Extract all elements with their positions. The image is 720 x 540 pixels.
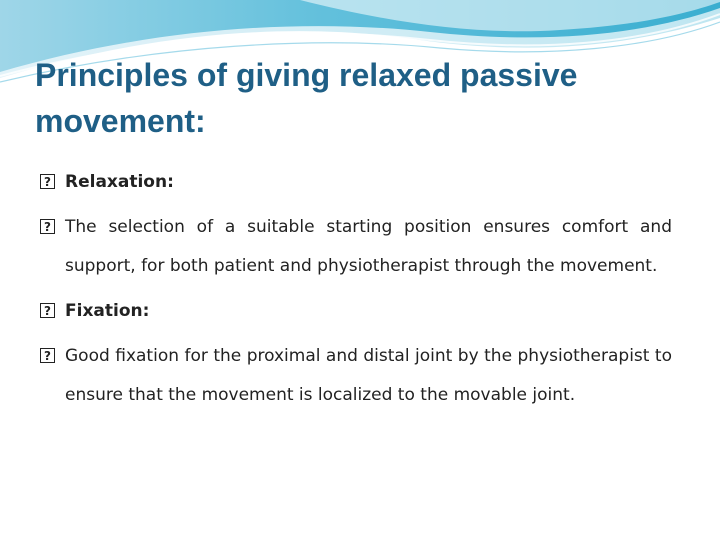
bullet-box-icon: ? xyxy=(40,303,55,318)
bullet-box-icon: ? xyxy=(40,219,55,234)
bullet-list xyxy=(40,163,672,421)
bullet-body-selection xyxy=(40,208,672,286)
bullet-box-icon: ? xyxy=(40,174,55,189)
bullet-text: Relaxation: xyxy=(65,172,174,192)
bullet-text: The selection of a suitable starting position ensures comfort and support, for both patient and physiotherapist through the movement. xyxy=(65,217,672,276)
slide-title: Principles of giving relaxed passive movement: xyxy=(35,57,578,139)
bullet-box-icon: ? xyxy=(40,348,55,363)
bullet-heading-fixation xyxy=(40,292,672,331)
bullet-text: Fixation: xyxy=(65,301,150,321)
bullet-body-good-fixation xyxy=(40,337,672,415)
bullet-text: Good fixation for the proximal and distal joint by the physiotherapist to ensure that the movement is localized to the movable joint. xyxy=(65,346,672,405)
bullet-heading-relaxation xyxy=(40,163,672,202)
